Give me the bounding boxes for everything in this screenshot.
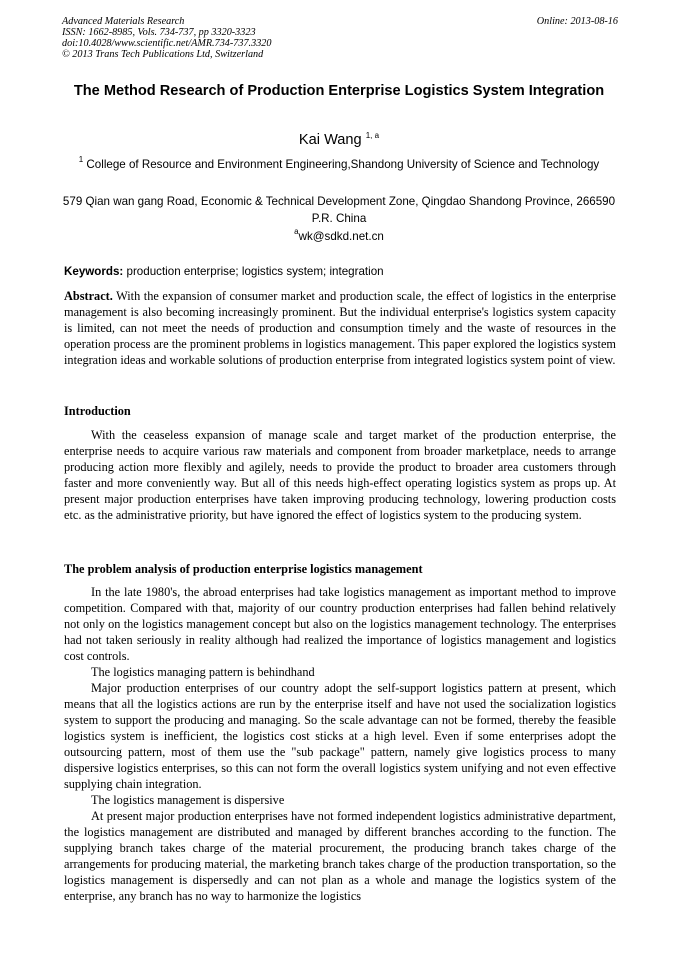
- journal-name: Advanced Materials Research: [62, 16, 185, 27]
- introduction-section: [64, 427, 616, 523]
- affiliation-line-1: [62, 156, 616, 173]
- journal-doi: doi:10.4028/www.scientific.net/AMR.734-737.3320: [62, 38, 272, 49]
- journal-copyright: © 2013 Trans Tech Publications Ltd, Switzerland: [62, 49, 264, 60]
- introduction-paragraph: With the ceaseless expansion of manage scale and target market of the production enterprise, the enterprise needs to acquire various raw materials and component from broader marketplace, needs to arrange producing action more flexibly and agilely, needs to provide the product to broader area customers through faster and more conveniently way. But all of this needs high-effect operating logistics system as props up. At present major production enterprises have taken improving producing technology, lowering production costs etc. as the administrative priority, but have ignored the effect of logistics system to the producing system.: [64, 428, 616, 522]
- email-address: wk@sdkd.net.cn: [298, 230, 384, 243]
- problem-paragraph-2: Major production enterprises of our country adopt the self-support logistics pattern at present, which means that all the logistics actions are run by the enterprise itself and have not used the socialization logistics system to support the producing and managing. So the scale advantage can not be formed, thereby the feasible logistics system is inefficient, the logistics cost sticks at a high level. Even if some enterprises adopt the outsourcing pattern, most of them use the "sub package" pattern, namely give logistics process to many dispersive logistics enterprises, so this can not form the overall logistics system unifying and not even effective supplying chain integration.: [64, 681, 616, 791]
- keywords-label: Keywords:: [64, 265, 124, 278]
- problem-paragraph-3: At present major production enterprises have not formed independent logistics administrative department, the logistics management are distributed and managed by different branches according to the function. The supplying branch takes charge of the material procurement, the producing branch takes charge of the arrangements for producing material, the marketing branch takes charge of the production transportation, so the logistics management is dispersedly and can not plan as a whole and manage the logistics system of the enterprise, any branch has no way to harmonize the logistics: [64, 809, 616, 903]
- author-name: Kai Wang: [298, 132, 366, 148]
- online-date: Online: 2013-08-16: [536, 16, 618, 27]
- problem-heading: The problem analysis of production enterprise logistics management: [64, 562, 423, 576]
- paper-title: The Method Research of Production Enterprise Logistics System Integration: [73, 83, 605, 99]
- affiliation-sup: 1: [78, 155, 84, 164]
- abstract-label: Abstract.: [64, 289, 113, 303]
- problem-paragraph-1: In the late 1980's, the abroad enterprises had take logistics management as important method to improve competition. Compared with that, majority of our country production enterprises had fallen behind relatively not only on the logistics management concept but also on the logistics management technology. The enterprises had not taken seriously in reality although had realized the importance of logistics management and logistics cost controls.: [64, 585, 616, 663]
- keywords: [64, 264, 616, 280]
- keywords-text: production enterprise; logistics system; integration: [123, 265, 384, 278]
- author-line: [0, 131, 678, 149]
- problem-subheading-2: The logistics management is dispersive: [91, 793, 285, 807]
- problem-subheading-1: The logistics managing pattern is behindhand: [91, 665, 315, 679]
- journal-issn: ISSN: 1662-8985, Vols. 734-737, pp 3320-3323: [62, 27, 256, 38]
- abstract: [64, 288, 616, 368]
- author-sup: 1, a: [365, 131, 380, 140]
- introduction-heading: Introduction: [64, 404, 131, 418]
- affiliation-text-1: College of Resource and Environment Engineering,Shandong University of Science and Technology: [83, 158, 600, 171]
- problem-section: [64, 584, 616, 904]
- abstract-text: With the expansion of consumer market and production scale, the effect of logistics in the enterprise management is also becoming increasingly prominent. But the individual enterprise's logistics system capacity is limited, can not meet the needs of production and consumption timely and the waste of resources in the operation process are the prominent problems in logistics management. This paper explored the logistics system integration ideas and workable solutions of production enterprise from integrated logistics system point of view.: [64, 289, 616, 367]
- affiliation-line-2: 579 Qian wan gang Road, Economic & Technical Development Zone, Qingdao Shandong Province, 266590 P.R. China: [62, 195, 616, 225]
- email-sup: a: [294, 227, 299, 236]
- journal-header: [62, 16, 618, 60]
- author-email: [0, 229, 678, 245]
